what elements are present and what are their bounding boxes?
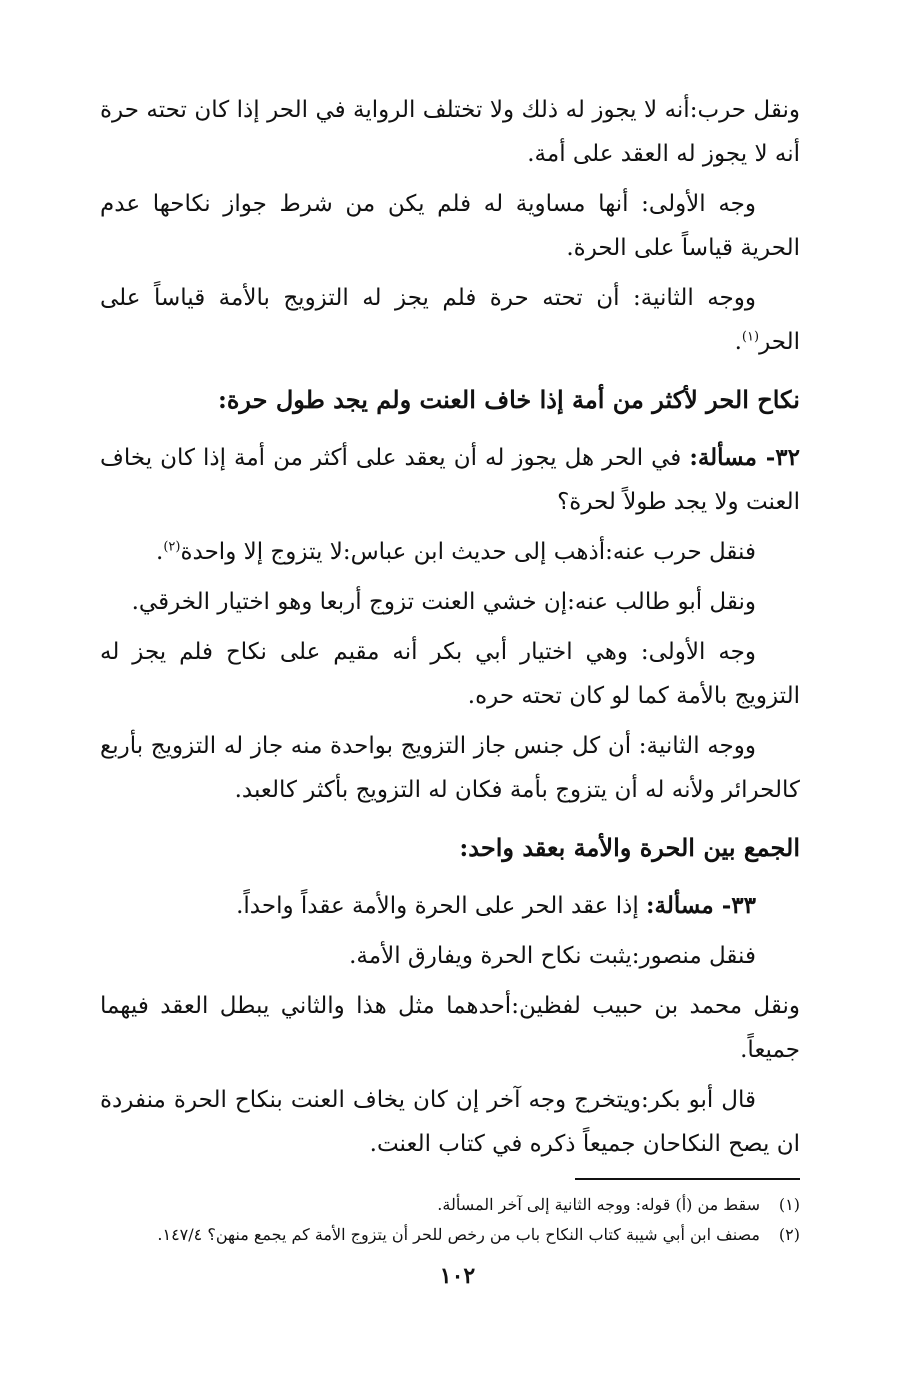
footnote-2-text: مصنف ابن أبي شيبة كتاب النكاح باب من رخص للحر أن يتزوج الأمة كم يجمع منهن؟ ١٤٧/٤.	[157, 1225, 760, 1244]
issue-33-label: ٣٣- مسألة:	[646, 892, 756, 919]
paragraph-mansur: فنقل منصور:يثبت نكاح الحرة ويفارق الأمة.	[349, 943, 756, 969]
page-number: ١٠٢	[439, 1263, 476, 1289]
footnote-1-number: (١)	[778, 1195, 800, 1214]
paragraph-first-view-abu-bakr: وجه الأولى: وهي اختيار أبي بكر أنه مقيم على نكاح فلم يجز له التزويج بالأمة كما لو كان تحته حره.	[100, 639, 800, 709]
sentence-end: .	[156, 539, 164, 565]
paragraph-abu-bakr-saying: قال أبو بكر:ويتخرج وجه آخر إن كان يخاف العنت بنكاح الحرة منفردة ان يصح النكاحان جميعاً ذكره في كتاب العنت.	[100, 1087, 800, 1157]
footnote-divider	[575, 1178, 800, 1180]
footnote-1-text: سقط من (أ) قوله: ووجه الثانية إلى آخر المسألة.	[437, 1195, 760, 1214]
issue-32	[100, 436, 800, 524]
paragraph-harb-ibn-abbas-text: فنقل حرب عنه:أذهب إلى حديث ابن عباس:لا يتزوج إلا واحدة	[180, 539, 756, 565]
paragraph-harb-ibn-abbas	[100, 530, 800, 574]
paragraph-abu-talib: ونقل أبو طالب عنه:إن خشي العنت تزوج أربعا وهو اختيار الخرقي.	[131, 589, 756, 615]
issue-32-text: في الحر هل يجوز له أن يعقد على أكثر من أمة إذا كان يخاف العنت ولا يجد طولاً لحرة؟	[100, 445, 800, 515]
paragraph-muhammad-ibn-habib: ونقل محمد بن حبيب لفظين:أحدهما مثل هذا والثاني يبطل العقد فيهما جميعاً.	[100, 993, 800, 1063]
page-body	[100, 88, 800, 1250]
footnote-2	[100, 1220, 800, 1250]
paragraph-second-view-text: ووجه الثانية: أن تحته حرة فلم يجز له التزويج بالأمة قياساً على الحر	[100, 285, 800, 355]
section-heading-combined-contract: الجمع بين الحرة والأمة بعقد واحد:	[459, 833, 800, 862]
paragraph-harb-narration: ونقل حرب:أنه لا يجوز له ذلك ولا تختلف الرواية في الحر إذا كان تحته حرة أنه لا يجوز له العقد على أمة.	[100, 97, 800, 167]
issue-32-label: ٣٢- مسألة:	[689, 444, 800, 471]
paragraph-second-view-genus: ووجه الثانية: أن كل جنس جاز التزويج بواحدة منه جاز له التزويج بأربع كالحرائر ولأنه له أن يتزوج بأمة فكان له التزويج بأكثر كالعبد.	[100, 733, 800, 803]
issue-33	[100, 884, 800, 928]
paragraph-second-view	[100, 276, 800, 364]
footnote-ref-2[interactable]: (٢)	[163, 539, 181, 555]
issue-33-text: إذا عقد الحر على الحرة والأمة عقداً واحداً.	[236, 893, 647, 919]
section-heading-multiple-slaves: نكاح الحر لأكثر من أمة إذا خاف العنت ولم يجد طول حرة:	[218, 385, 800, 414]
footnote-1	[100, 1190, 800, 1220]
footnote-2-number: (٢)	[778, 1225, 800, 1244]
footnote-ref-1[interactable]: (١)	[741, 329, 760, 345]
paragraph-first-view: وجه الأولى: أنها مساوية له فلم يكن من شرط جواز نكاحها عدم الحرية قياساً على الحرة.	[100, 191, 800, 261]
sentence-end: .	[734, 329, 742, 355]
